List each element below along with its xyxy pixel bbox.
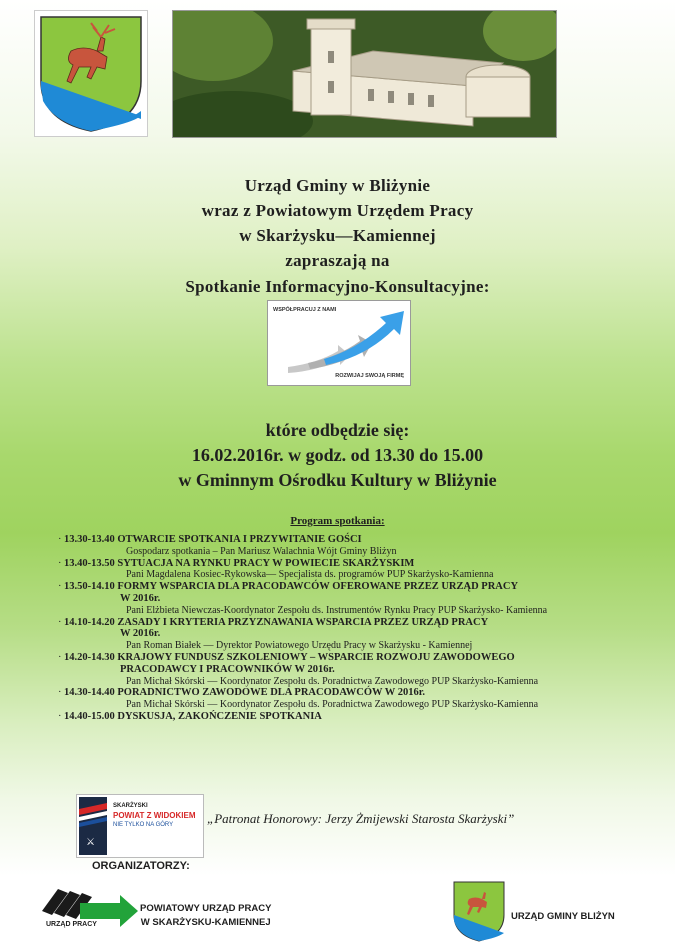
program-item-speaker: Pani Elżbieta Niewczas-Koordynator Zespołu ds. Instrumentów Rynku Pracy PUP Skarżysko- Kamienna bbox=[126, 604, 548, 616]
event-intro: które odbędzie się: bbox=[265, 420, 410, 440]
program-item-title-cont: W 2016r. bbox=[120, 592, 161, 604]
header-line-4: zapraszają na bbox=[285, 251, 390, 270]
program-item-title-cont: PRACODAWCY I PRACOWNIKÓW W 2016r. bbox=[120, 663, 335, 675]
program-item-title: · 14.10-14.20 ZASADY I KRYTERIA PRZYZNAWANIA WSPARCIA PRZEZ URZĄD PRACY bbox=[64, 616, 489, 628]
pup-name-line-2: W SKARŻYSKU-KAMIENNEJ bbox=[140, 917, 271, 928]
header-line-5: Spotkanie Informacyjno-Konsultacyjne: bbox=[185, 277, 490, 296]
program-item-title-cont: W 2016r. bbox=[120, 628, 161, 640]
program-item bbox=[58, 617, 633, 652]
program-item-speaker: Gospodarz spotkania – Pan Mariusz Walachnia Wójt Gminy Bliżyn bbox=[126, 545, 397, 557]
growth-arrow-graphic bbox=[267, 300, 411, 386]
badge-line-3: NIE TYLKO NA GÓRY bbox=[113, 822, 174, 828]
program-list bbox=[58, 534, 633, 723]
program-item bbox=[58, 711, 633, 723]
pup-name-line-1: POWIATOWY URZĄD PRACY bbox=[140, 903, 272, 914]
program-item-title: · 13.40-13.50 SYTUACJA NA RYNKU PRACY W POWIECIE SKARŻYSKIM bbox=[64, 557, 415, 569]
powiat-badge bbox=[76, 794, 204, 858]
program-item-title: · 14.30-14.40 PORADNICTWO ZAWODOWE DLA PRACODAWCÓW W 2016r. bbox=[64, 687, 426, 699]
header-line-2: wraz z Powiatowym Urzędem Pracy bbox=[201, 201, 474, 220]
pup-logo bbox=[40, 883, 140, 933]
program-item bbox=[58, 558, 633, 582]
organizers-label: ORGANIZATORZY: bbox=[92, 860, 190, 872]
pup-logo-caption: URZĄD PRACY bbox=[46, 921, 97, 928]
event-date-time: 16.02.2016r. w godz. od 13.30 do 15.00 bbox=[191, 445, 484, 465]
program-item-speaker: Pani Magdalena Kosiec-Rykowska— Specjalista ds. programów PUP Skarżysko-Kamienna bbox=[126, 569, 494, 581]
program-item-title: · 14.40-15.00 DYSKUSJA, ZAKOŃCZENIE SPOTKANIA bbox=[64, 710, 322, 722]
header-line-3: w Skarżysku—Kamiennej bbox=[239, 226, 436, 245]
svg-text:⚔: ⚔ bbox=[86, 837, 95, 848]
badge-line-2: POWIAT Z WIDOKIEM bbox=[113, 811, 196, 820]
program-item-title: · 13.30-13.40 OTWARCIE SPOTKANIA I PRZYWITANIE GOŚCI bbox=[64, 534, 362, 545]
pup-name bbox=[140, 902, 271, 930]
graphic-top-text: WSPÓŁPRACUJ Z NAMI bbox=[273, 307, 337, 313]
program-item bbox=[58, 687, 633, 711]
program-item-title: · 13.50-14.10 FORMY WSPARCIA DLA PRACODAWCÓW OFEROWANE PRZEZ URZĄD PRACY bbox=[64, 581, 519, 593]
program-item bbox=[58, 652, 633, 687]
program-item bbox=[58, 534, 633, 558]
coat-of-arms-image bbox=[34, 10, 148, 137]
badge-line-1: SKARŻYSKI bbox=[113, 803, 148, 809]
program-item-title: · 14.20-14.30 KRAJOWY FUNDUSZ SZKOLENIOWY – WSPARCIE ROZWOJU ZAWODOWEGO bbox=[64, 651, 515, 663]
header-line-1: Urząd Gminy w Bliżynie bbox=[244, 176, 431, 195]
program-item-speaker: Pan Michał Skórski — Koordynator Zespołu ds. Poradnictwa Zawodowego PUP Skarżysko-Kamienna bbox=[126, 699, 539, 711]
honorary-patronage: „Patronat Honorowy: Jerzy Żmijewski Starosta Skarżyski” bbox=[207, 811, 515, 826]
coat-of-arms-small bbox=[451, 879, 507, 943]
program-title: Program spotkania: bbox=[290, 515, 385, 527]
program-item bbox=[58, 581, 633, 616]
program-item-speaker: Pan Michał Skórski — Koordynator Zespołu ds. Poradnictwa Zawodowego PUP Skarżysko-Kamienna bbox=[126, 675, 539, 687]
event-location: w Gminnym Ośrodku Kultury w Bliżynie bbox=[178, 470, 497, 490]
graphic-bottom-text: ROZWIJAJ SWOJĄ FIRMĘ bbox=[335, 373, 404, 379]
manor-house-photo bbox=[172, 10, 557, 138]
program-item-speaker: Pan Roman Białek — Dyrektor Powiatowego Urzędu Pracy w Skarżysku - Kamiennej bbox=[126, 640, 473, 652]
ugb-name: URZĄD GMINY BLIŻYN bbox=[511, 911, 615, 922]
